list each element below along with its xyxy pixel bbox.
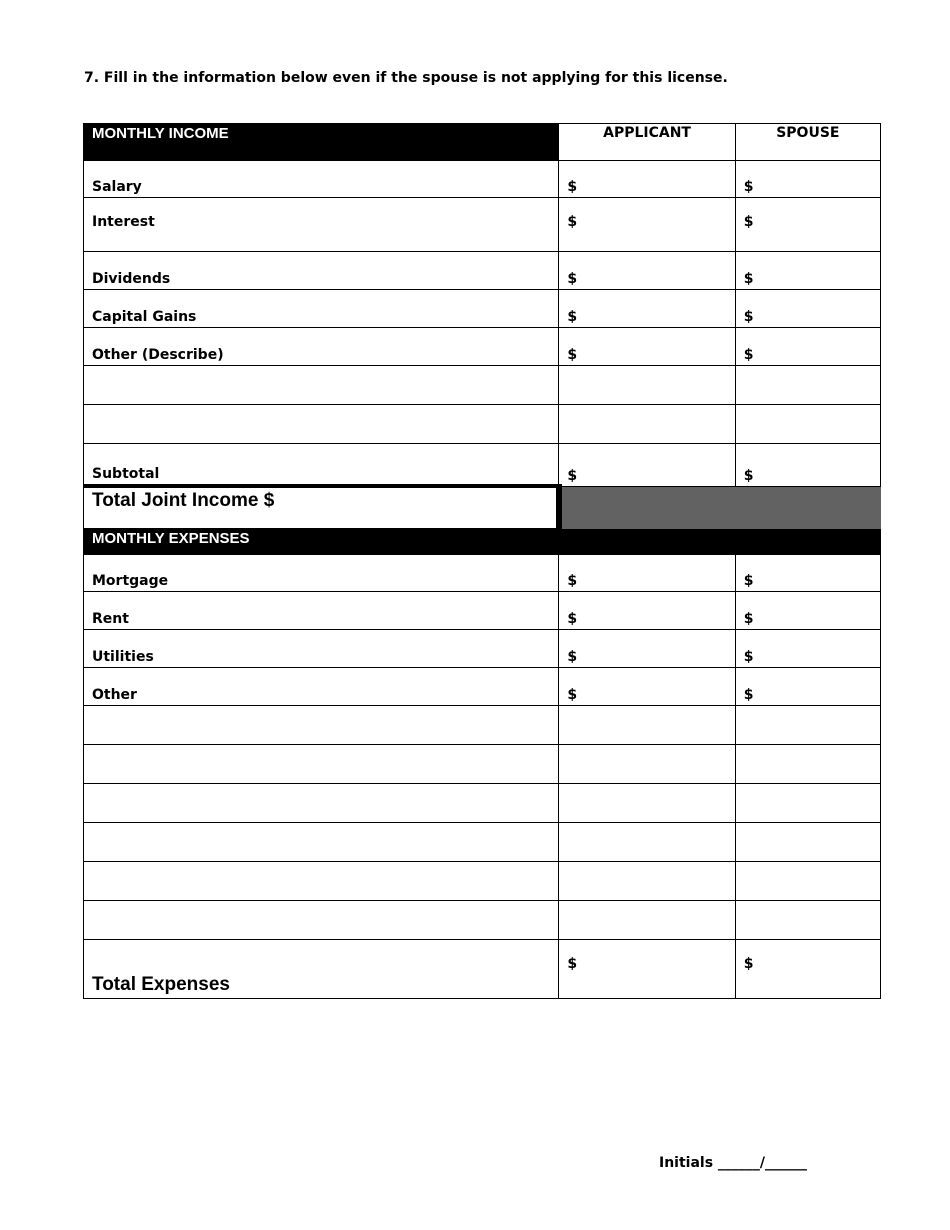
- row-label: Other: [84, 668, 559, 706]
- spouse-rent-field[interactable]: $: [735, 592, 880, 630]
- expense-description-field[interactable]: [84, 901, 559, 940]
- total-joint-income-label[interactable]: Total Joint Income $: [84, 486, 559, 529]
- spouse-interest-field[interactable]: $: [735, 198, 880, 252]
- spouse-blank-field[interactable]: [735, 862, 880, 901]
- spouse-dividends-field[interactable]: $: [735, 252, 880, 290]
- expense-row-utilities: [84, 630, 881, 668]
- monthly-income-header: MONTHLY INCOME: [84, 124, 559, 161]
- initials-field[interactable]: Initials ______/______: [659, 1155, 808, 1171]
- applicant-other-expense-field[interactable]: $: [559, 668, 735, 706]
- spouse-capital-gains-field[interactable]: $: [735, 290, 880, 328]
- income-row-other: [84, 328, 881, 366]
- income-blank-row: [84, 405, 881, 444]
- expense-blank-row: [84, 784, 881, 823]
- row-label: Other (Describe): [84, 328, 559, 366]
- applicant-other-field[interactable]: $: [559, 328, 735, 366]
- instruction-text: 7. Fill in the information below even if the spouse is not applying for this license.: [84, 70, 728, 86]
- monthly-expenses-header: MONTHLY EXPENSES: [84, 529, 881, 555]
- applicant-capital-gains-field[interactable]: $: [559, 290, 735, 328]
- row-label: Utilities: [84, 630, 559, 668]
- expense-description-field[interactable]: [84, 706, 559, 745]
- other-description-field[interactable]: [84, 366, 559, 405]
- expense-description-field[interactable]: [84, 745, 559, 784]
- applicant-rent-field[interactable]: $: [559, 592, 735, 630]
- income-row-dividends: [84, 252, 881, 290]
- total-expenses-label: Total Expenses: [84, 940, 559, 999]
- applicant-total-expenses-field[interactable]: $: [559, 940, 735, 999]
- row-label: Interest: [84, 198, 559, 252]
- spouse-mortgage-field[interactable]: $: [735, 555, 880, 592]
- total-expenses-row: [84, 940, 881, 999]
- spouse-subtotal-field[interactable]: $: [735, 444, 880, 487]
- applicant-blank-field[interactable]: [559, 745, 735, 784]
- expense-description-field[interactable]: [84, 823, 559, 862]
- applicant-dividends-field[interactable]: $: [559, 252, 735, 290]
- income-expense-table: [83, 123, 881, 999]
- applicant-blank-field[interactable]: [559, 366, 735, 405]
- applicant-salary-field[interactable]: $: [559, 161, 735, 198]
- expense-blank-row: [84, 901, 881, 940]
- applicant-blank-field[interactable]: [559, 862, 735, 901]
- expense-row-mortgage: [84, 555, 881, 592]
- income-row-salary: [84, 161, 881, 198]
- spouse-blank-field[interactable]: [735, 784, 880, 823]
- spouse-blank-field[interactable]: [735, 706, 880, 745]
- row-label: Salary: [84, 161, 559, 198]
- expense-blank-row: [84, 706, 881, 745]
- spouse-blank-field[interactable]: [735, 366, 880, 405]
- income-subtotal-row: [84, 444, 881, 487]
- subtotal-label: Subtotal: [84, 444, 559, 487]
- spouse-other-field[interactable]: $: [735, 328, 880, 366]
- applicant-subtotal-field[interactable]: $: [559, 444, 735, 487]
- spouse-column-header: SPOUSE: [735, 124, 880, 161]
- income-header-row: [84, 124, 881, 161]
- applicant-blank-field[interactable]: [559, 706, 735, 745]
- applicant-blank-field[interactable]: [559, 784, 735, 823]
- spouse-total-expenses-field[interactable]: $: [735, 940, 880, 999]
- applicant-blank-field[interactable]: [559, 823, 735, 862]
- spouse-other-expense-field[interactable]: $: [735, 668, 880, 706]
- row-label: Mortgage: [84, 555, 559, 592]
- applicant-blank-field[interactable]: [559, 901, 735, 940]
- other-description-field[interactable]: [84, 405, 559, 444]
- spouse-blank-field[interactable]: [735, 745, 880, 784]
- expense-blank-row: [84, 823, 881, 862]
- spouse-utilities-field[interactable]: $: [735, 630, 880, 668]
- spouse-blank-field[interactable]: [735, 405, 880, 444]
- income-row-capital-gains: [84, 290, 881, 328]
- total-joint-income-row: [84, 486, 881, 529]
- spouse-salary-field[interactable]: $: [735, 161, 880, 198]
- income-blank-row: [84, 366, 881, 405]
- applicant-interest-field[interactable]: $: [559, 198, 735, 252]
- shaded-cell: [559, 486, 881, 529]
- applicant-mortgage-field[interactable]: $: [559, 555, 735, 592]
- applicant-column-header: APPLICANT: [559, 124, 735, 161]
- expense-row-rent: [84, 592, 881, 630]
- row-label: Rent: [84, 592, 559, 630]
- row-label: Dividends: [84, 252, 559, 290]
- expenses-header-row: [84, 529, 881, 555]
- applicant-utilities-field[interactable]: $: [559, 630, 735, 668]
- expense-description-field[interactable]: [84, 862, 559, 901]
- row-label: Capital Gains: [84, 290, 559, 328]
- expense-description-field[interactable]: [84, 784, 559, 823]
- expense-blank-row: [84, 862, 881, 901]
- applicant-blank-field[interactable]: [559, 405, 735, 444]
- income-row-interest: [84, 198, 881, 252]
- spouse-blank-field[interactable]: [735, 901, 880, 940]
- expense-row-other: [84, 668, 881, 706]
- spouse-blank-field[interactable]: [735, 823, 880, 862]
- expense-blank-row: [84, 745, 881, 784]
